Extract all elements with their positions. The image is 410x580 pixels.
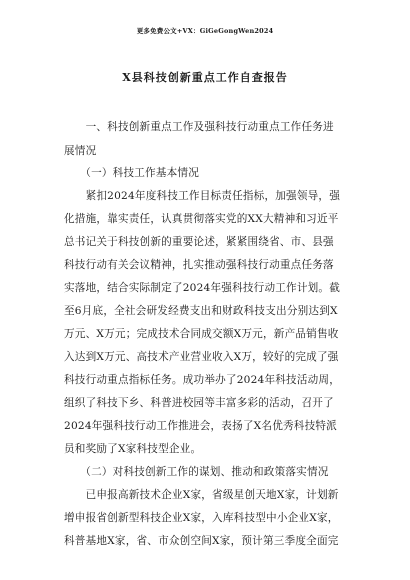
body-line: 至6月底，全社会研发经费支出和财政科技支出分别达到X [64,305,338,317]
body-line: 2024年强科技行动工作推进会，表扬了X名优秀科技特派 [64,420,337,432]
body-line: 一、科技创新重点工作及强科技行动重点工作任务进 [64,121,334,133]
body-line: 增申报省创新型科技企业X家，入库科技型中小企业X家， [64,512,339,524]
body-line: 科技行动有关会议精神，扎实推动强科技行动重点任务落 [64,259,334,271]
header-note: 更多免费公文+VX：GiGeGongWen2024 [136,27,274,35]
body-line: 紧扣2024年度科技工作目标责任指标，加强领导，强 [64,190,341,202]
body-line: 组织了科技下乡、科普进校园等丰富多彩的活动，召开了 [64,397,334,409]
body-line: 总书记关于科技创新的重要论述，紧紧围绕省、市、县强 [64,236,334,248]
body-line: 科普基地X家，省、市众创空间X家，预计第三季度全面完 [64,535,339,547]
body-line: 实落地，结合实际制定了2024年强科技行动工作计划。截 [64,282,341,294]
body-line: 化措施，靠实责任，认真贯彻落实党的XX大精神和习近平 [64,213,339,225]
body-line: 万元、X万元；完成技术合同成交额X万元，新产品销售收 [64,328,339,340]
section-heading: （二）对科技创新工作的谋划、推动和政策落实情况 [64,466,329,478]
body-line: 入达到X万元、高技术产业营业收入X万，较好的完成了强 [64,351,339,363]
body-line: 员和奖励了X家科技型企业。 [64,443,202,455]
body-line: 科技行动重点指标任务。成功举办了2024年科技活动周， [64,374,341,386]
body-line: 展情况 [64,145,97,157]
body-line: 已申报高新技术企业X家，省级星创天地X家，计划新 [64,489,339,501]
document-title: X县科技创新重点工作自查报告 [122,71,288,84]
body-line: （一）科技工作基本情况 [64,167,200,179]
